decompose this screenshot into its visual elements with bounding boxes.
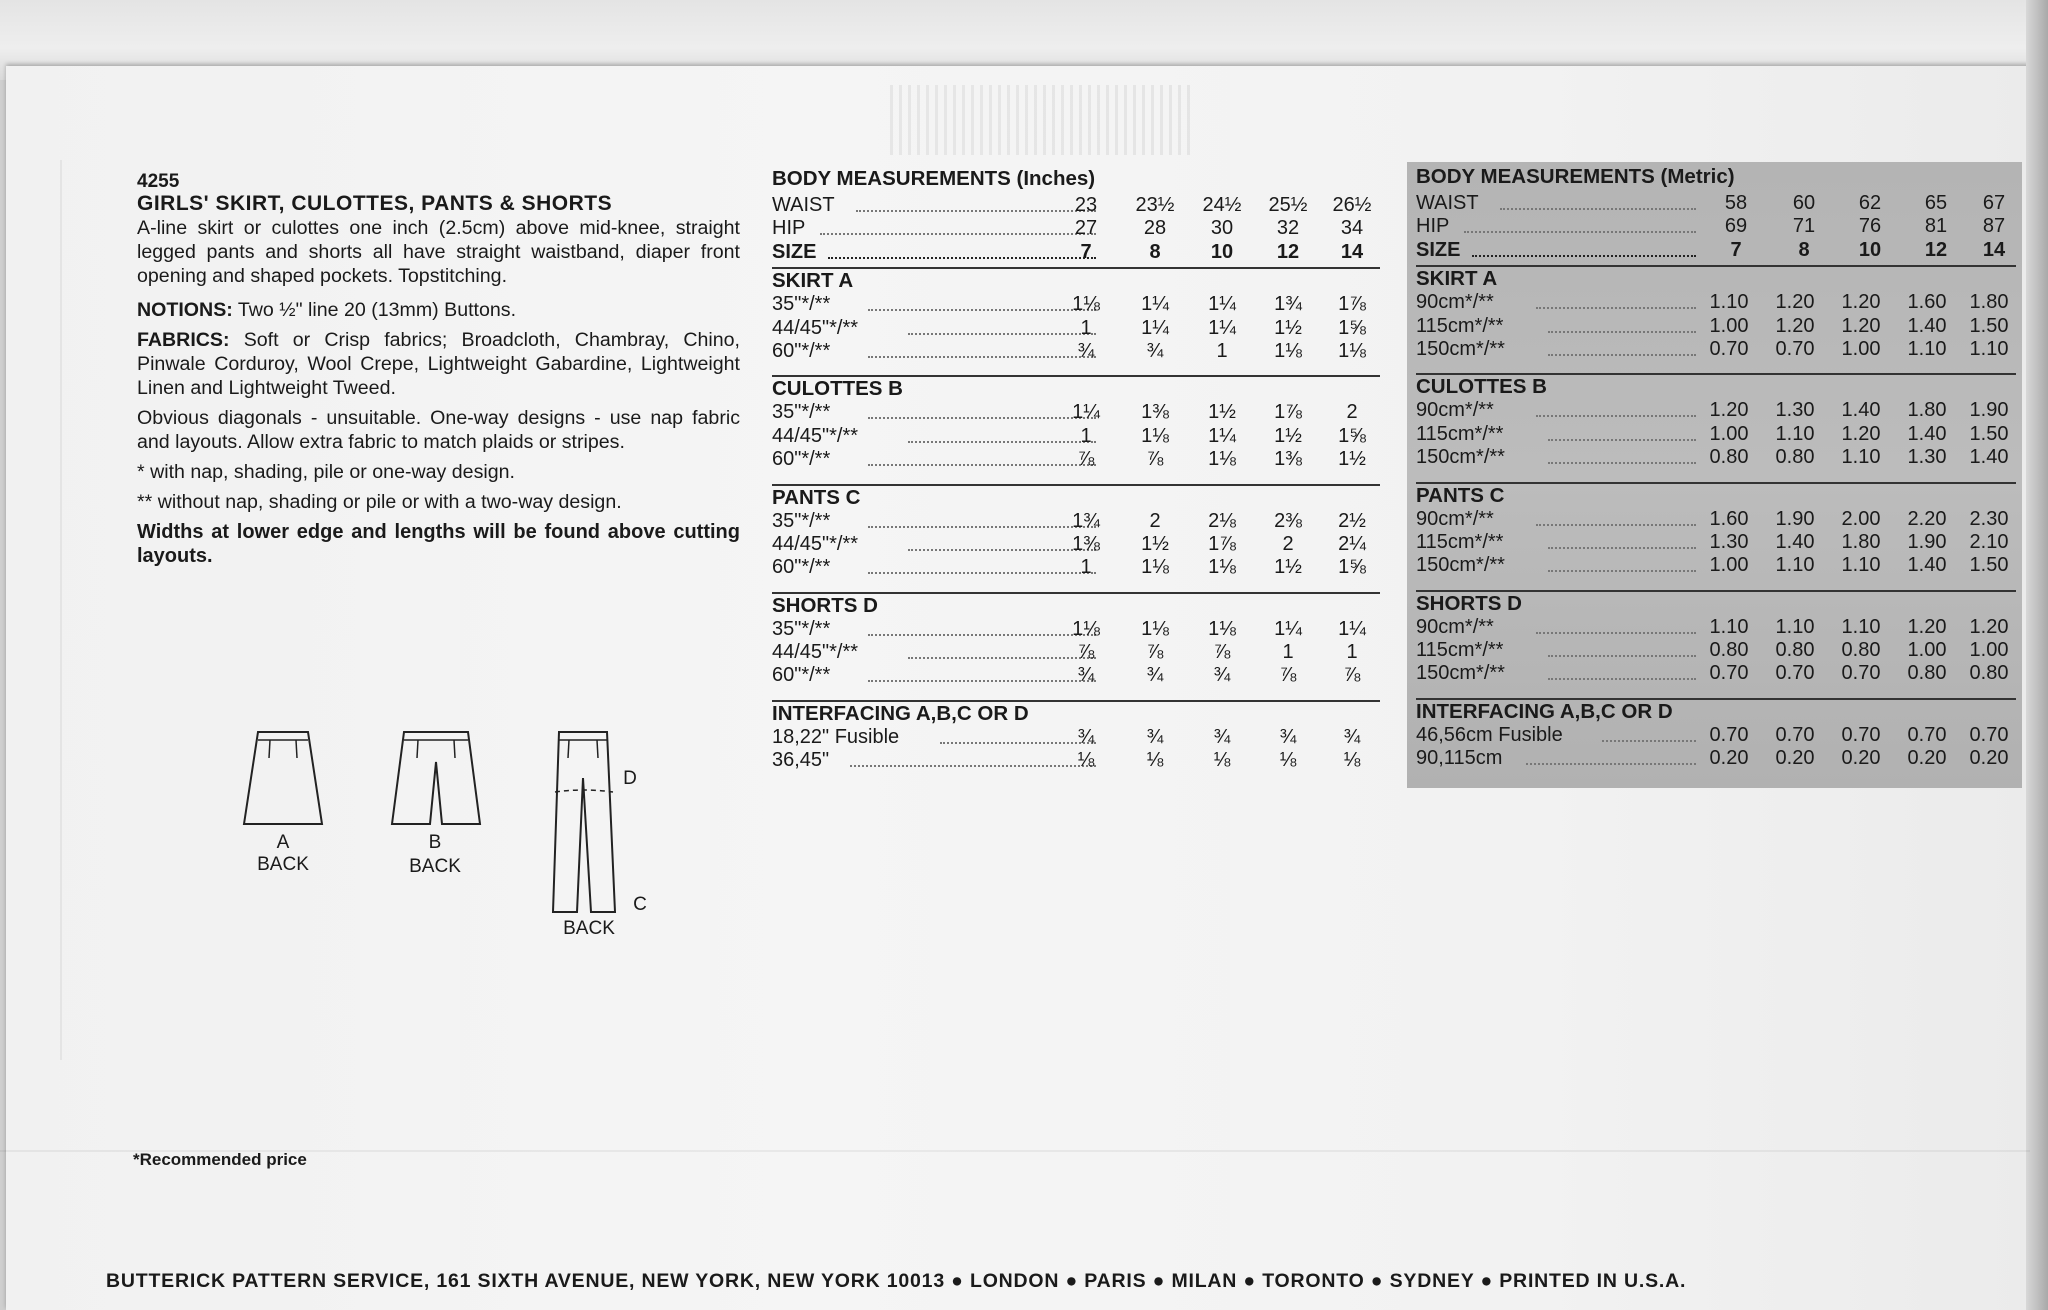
pattern-title: GIRLS' SKIRT, CULOTTES, PANTS & SHORTS: [137, 192, 613, 215]
row-label: 60"*/**: [772, 339, 831, 362]
dot-leader: [1548, 570, 1696, 572]
dot-leader: [1602, 740, 1696, 742]
value-cell: 1.40: [1775, 530, 1815, 553]
value-cell: 1.20: [1709, 399, 1749, 422]
value-cell: 26½: [1332, 194, 1372, 216]
row-label: 115cm*/**: [1416, 639, 1504, 662]
fabrics-text: Soft or Crisp fabrics; Broadcloth, Chambray, Chino, Pinwale Corduroy, Wool Crepe, Lightweight Gabardine, Lightweight Linen and Lightweight Tweed.: [137, 329, 740, 399]
row-label: 150cm*/**: [1416, 337, 1505, 360]
value-cell: 1⅛: [1072, 293, 1100, 316]
value-cell: 2.00: [1841, 507, 1881, 530]
row-label: 60"*/**: [772, 664, 831, 687]
value-cell: 1.10: [1841, 615, 1881, 638]
value-cell: 1¼: [1141, 293, 1169, 316]
value-cell: 62: [1858, 192, 1882, 214]
value-cell: 1.00: [1709, 314, 1749, 337]
value-cell: 25½: [1268, 194, 1308, 216]
yardage-row: [1416, 423, 2016, 446]
section-title: CULOTTES B: [772, 375, 1380, 401]
value-cell: 1.60: [1709, 507, 1749, 530]
value-cell: 1.30: [1907, 446, 1947, 469]
dot-leader: [1548, 678, 1696, 680]
row-label: 35"*/**: [772, 293, 831, 316]
value-cell: 1.50: [1969, 422, 2009, 445]
value-cell: 2: [1346, 401, 1358, 424]
value-cell: 0.70: [1709, 662, 1749, 685]
value-cell: 1: [1080, 316, 1092, 339]
hip-row: [1416, 215, 2016, 238]
value-cell: 1.40: [1969, 446, 2009, 469]
value-cell: 81: [1924, 215, 1948, 238]
value-cell: 0.70: [1841, 662, 1881, 685]
value-cell: 1.30: [1775, 399, 1815, 422]
value-cell: 1½: [1338, 448, 1366, 471]
value-cell: 1¼: [1208, 293, 1236, 316]
value-cell: ⅞: [1146, 641, 1164, 664]
value-cell: 0.70: [1841, 723, 1881, 746]
yardage-row: [772, 425, 1380, 448]
value-cell: 60: [1792, 192, 1816, 214]
yardage-row: [772, 317, 1380, 340]
value-cell: 1⅝: [1338, 424, 1366, 447]
value-cell: 1½: [1274, 424, 1302, 447]
value-cell: 2: [1149, 509, 1161, 532]
value-cell: 1.00: [1969, 639, 2009, 662]
value-cell: 1: [1282, 641, 1294, 664]
dot-leader: [1548, 462, 1696, 464]
value-cell: 2.20: [1907, 507, 1947, 530]
value-cell: ⅞: [1077, 448, 1095, 471]
value-cell: 0.20: [1841, 747, 1881, 770]
size-row: [1416, 239, 2016, 262]
row-label: 115cm*/**: [1416, 314, 1504, 337]
value-cell: ⅛: [1077, 749, 1095, 772]
value-cell: 1⅛: [1274, 339, 1302, 362]
nap-note: * with nap, shading, pile or one-way design.: [137, 461, 515, 483]
section-title: PANTS C: [1416, 482, 2016, 508]
row-label: 90cm*/**: [1416, 615, 1494, 638]
notions-text: Two ½" line 20 (13mm) Buttons.: [237, 299, 517, 321]
value-cell: 1⅜: [1072, 532, 1100, 555]
value-cell: 14: [1340, 240, 1364, 263]
value-cell: ¾: [1077, 664, 1095, 687]
waist-row: [772, 194, 1380, 217]
value-cell: 1.80: [1841, 530, 1881, 553]
value-cell: ⅛: [1146, 749, 1164, 772]
value-cell: 1½: [1208, 401, 1236, 424]
size-row: [772, 241, 1380, 264]
value-cell: 1.40: [1907, 314, 1947, 337]
value-cell: 0.70: [1775, 723, 1815, 746]
sketch-c-letter: C: [633, 894, 647, 915]
row-label: 35"*/**: [772, 401, 831, 424]
row-label: 44/45"*/**: [772, 532, 859, 555]
metric-measurement-table: [1416, 162, 2016, 771]
dot-leader: [1536, 307, 1696, 309]
value-cell: ¾: [1146, 339, 1164, 362]
row-label: WAIST: [772, 194, 835, 216]
value-cell: 1.00: [1709, 422, 1749, 445]
value-cell: 1.40: [1907, 422, 1947, 445]
value-cell: 1.90: [1775, 507, 1815, 530]
value-cell: 67: [1982, 192, 2006, 214]
value-cell: 0.80: [1841, 639, 1881, 662]
value-cell: 2½: [1338, 509, 1366, 532]
row-label: SIZE: [772, 240, 817, 263]
value-cell: ⅛: [1279, 749, 1297, 772]
value-cell: 7: [1730, 238, 1742, 261]
sketch-b-caption: BACK: [409, 856, 461, 877]
value-cell: 1⅞: [1208, 532, 1236, 555]
yardage-row: [1416, 399, 2016, 422]
sketch-cd-caption: BACK: [563, 918, 615, 939]
yardage-row: [772, 556, 1380, 579]
value-cell: ⅛: [1213, 749, 1231, 772]
value-cell: 1.20: [1841, 291, 1881, 314]
value-cell: 1.20: [1907, 615, 1947, 638]
value-cell: 2.30: [1969, 507, 2009, 530]
dot-leader: [1548, 439, 1696, 441]
value-cell: 1.50: [1969, 554, 2009, 577]
value-cell: 1⅛: [1141, 556, 1169, 579]
envelope-edge: [2026, 0, 2048, 1310]
yardage-row: [772, 749, 1380, 772]
value-cell: 2⅛: [1208, 509, 1236, 532]
value-cell: 7: [1080, 240, 1092, 263]
value-cell: 1¼: [1208, 424, 1236, 447]
yardage-row: [1416, 639, 2016, 662]
value-cell: 34: [1340, 217, 1364, 240]
waist-row: [1416, 192, 2016, 215]
row-label: 46,56cm Fusible: [1416, 723, 1563, 746]
value-cell: 0.80: [1775, 446, 1815, 469]
dot-leader: [820, 233, 1096, 235]
section-title: INTERFACING A,B,C OR D: [772, 700, 1380, 726]
row-label: 18,22" Fusible: [772, 725, 900, 748]
value-cell: 1: [1346, 641, 1358, 664]
value-cell: 71: [1792, 215, 1816, 238]
section-title: PANTS C: [772, 484, 1380, 510]
value-cell: 1: [1080, 424, 1092, 447]
paper-crease: [60, 160, 62, 1060]
value-cell: 1⅛: [1072, 617, 1100, 640]
widths-note: Widths at lower edge and lengths will be found above cutting layouts.: [137, 521, 740, 567]
pattern-description: A-line skirt or culottes one inch (2.5cm) above mid-knee, straight legged pants and shorts all have straight waistband, diaper front opening and shaped pockets. Topstitching.: [137, 217, 740, 287]
value-cell: 0.70: [1709, 723, 1749, 746]
yardage-row: [772, 401, 1380, 424]
value-cell: 1.20: [1775, 314, 1815, 337]
section-title: SHORTS D: [772, 592, 1380, 618]
culottes-b-back-sketch: [388, 728, 484, 828]
yardage-row: [772, 641, 1380, 664]
inches-measurement-table: [772, 164, 1380, 773]
value-cell: 1.10: [1841, 554, 1881, 577]
value-cell: 1.30: [1709, 530, 1749, 553]
table-title: BODY MEASUREMENTS (Metric): [1416, 165, 1735, 188]
dot-leader: [1536, 632, 1696, 634]
value-cell: ¾: [1077, 725, 1095, 748]
row-label: 150cm*/**: [1416, 554, 1505, 577]
section-title: SHORTS D: [1416, 590, 2016, 616]
fabrics-label: FABRICS:: [137, 329, 230, 351]
notions-label: NOTIONS:: [137, 299, 233, 321]
value-cell: 0.70: [1709, 337, 1749, 360]
section-title: CULOTTES B: [1416, 373, 2016, 399]
value-cell: 2¼: [1338, 532, 1366, 555]
value-cell: ¾: [1146, 725, 1164, 748]
without-nap-note: ** without nap, shading or pile or with a two-way design.: [137, 491, 622, 513]
value-cell: 0.20: [1907, 747, 1947, 770]
skirt-a-back-sketch: [238, 728, 328, 828]
row-label: 90cm*/**: [1416, 291, 1494, 314]
recommended-price-note: *Recommended price: [133, 1150, 307, 1169]
value-cell: 1⅛: [1208, 617, 1236, 640]
diagonals-note: Obvious diagonals - unsuitable. One-way designs - use nap fabric and layouts. Allow extra fabric to match plaids or stripes.: [137, 407, 740, 453]
value-cell: 0.80: [1709, 446, 1749, 469]
value-cell: 1⅞: [1338, 293, 1366, 316]
value-cell: 1.90: [1907, 530, 1947, 553]
value-cell: 1: [1080, 556, 1092, 579]
value-cell: 30: [1210, 217, 1234, 240]
sketch-a-letter: A: [276, 832, 290, 853]
table-title: BODY MEASUREMENTS (Inches): [772, 167, 1096, 190]
row-label: 44/45"*/**: [772, 316, 859, 339]
notions: [137, 298, 740, 322]
value-cell: ¾: [1343, 725, 1361, 748]
value-cell: 0.20: [1709, 747, 1749, 770]
row-label: 60"*/**: [772, 556, 831, 579]
value-cell: 1.00: [1841, 337, 1881, 360]
value-cell: 1¼: [1208, 316, 1236, 339]
yardage-row: [772, 448, 1380, 471]
value-cell: 1⅛: [1208, 556, 1236, 579]
value-cell: ⅞: [1343, 664, 1361, 687]
value-cell: 1¾: [1072, 509, 1100, 532]
value-cell: 8: [1149, 240, 1161, 263]
value-cell: 1.20: [1969, 615, 2009, 638]
row-label: 115cm*/**: [1416, 422, 1504, 445]
dot-leader: [1472, 255, 1696, 257]
value-cell: 1⅞: [1274, 401, 1302, 424]
fabrics: [137, 328, 740, 400]
value-cell: 2.10: [1969, 530, 2009, 553]
row-label: 90cm*/**: [1416, 399, 1494, 422]
dot-leader: [1500, 208, 1696, 210]
value-cell: 1¼: [1141, 316, 1169, 339]
value-cell: 1.10: [1969, 337, 2009, 360]
value-cell: 1.10: [1841, 446, 1881, 469]
value-cell: 8: [1798, 238, 1810, 261]
value-cell: 1.20: [1841, 422, 1881, 445]
sketch-b-letter: B: [428, 832, 442, 853]
value-cell: 1⅝: [1338, 316, 1366, 339]
value-cell: 69: [1724, 215, 1748, 238]
pants-shorts-cd-back-sketch: [545, 728, 625, 918]
sketch-d-letter: D: [623, 768, 637, 789]
value-cell: 1⅛: [1208, 448, 1236, 471]
value-cell: ⅞: [1213, 641, 1231, 664]
row-label: 150cm*/**: [1416, 446, 1505, 469]
value-cell: 0.80: [1969, 662, 2009, 685]
value-cell: 76: [1858, 215, 1882, 238]
value-cell: 1.10: [1709, 291, 1749, 314]
row-label: WAIST: [1416, 192, 1479, 214]
dot-leader: [1548, 331, 1696, 333]
value-cell: 1⅛: [1338, 339, 1366, 362]
value-cell: 1¾: [1274, 293, 1302, 316]
dot-leader: [1464, 231, 1696, 233]
row-label: 35"*/**: [772, 617, 831, 640]
row-label: 44/45"*/**: [772, 641, 859, 664]
value-cell: 1.80: [1907, 399, 1947, 422]
value-cell: 23½: [1135, 194, 1175, 216]
yardage-row: [1416, 446, 2016, 469]
value-cell: 1⅜: [1141, 401, 1169, 424]
row-label: 35"*/**: [772, 509, 831, 532]
value-cell: 1: [1216, 339, 1228, 362]
value-cell: 1.40: [1841, 399, 1881, 422]
publisher-footer: BUTTERICK PATTERN SERVICE, 161 SIXTH AVENUE, NEW YORK, NEW YORK 10013 ● LONDON ● PARIS ● MILAN ● TORONTO ● SYDNEY ● PRINTED IN U.S.A.: [106, 1270, 1687, 1292]
row-label: 90,115cm: [1416, 747, 1503, 770]
value-cell: 1⅝: [1338, 556, 1366, 579]
value-cell: 1.80: [1969, 291, 2009, 314]
value-cell: 1.10: [1907, 337, 1947, 360]
value-cell: 0.70: [1775, 337, 1815, 360]
value-cell: 2⅜: [1274, 509, 1302, 532]
value-cell: 1⅛: [1141, 424, 1169, 447]
value-cell: 1½: [1274, 316, 1302, 339]
value-cell: 0.80: [1709, 639, 1749, 662]
yardage-row: [772, 533, 1380, 556]
value-cell: 27: [1074, 217, 1098, 240]
value-cell: 0.80: [1907, 662, 1947, 685]
row-label: 36,45": [772, 749, 830, 772]
value-cell: 32: [1276, 217, 1300, 240]
value-cell: ¾: [1146, 664, 1164, 687]
value-cell: 28: [1143, 217, 1167, 240]
value-cell: 10: [1210, 240, 1234, 263]
sketch-a-caption: BACK: [257, 854, 309, 875]
value-cell: 0.70: [1907, 723, 1947, 746]
value-cell: 1.10: [1775, 554, 1815, 577]
dot-leader: [1536, 524, 1696, 526]
value-cell: 65: [1924, 192, 1948, 214]
hip-row: [772, 217, 1380, 240]
row-label: 90cm*/**: [1416, 507, 1494, 530]
value-cell: 1.20: [1841, 314, 1881, 337]
value-cell: 1¼: [1072, 401, 1100, 424]
yardage-row: [772, 618, 1380, 641]
value-cell: 87: [1982, 215, 2006, 238]
row-label: 44/45"*/**: [772, 424, 859, 447]
value-cell: 1.10: [1709, 615, 1749, 638]
yardage-row: [772, 340, 1380, 363]
yardage-row: [1416, 291, 2016, 314]
value-cell: ¾: [1077, 339, 1095, 362]
value-cell: 1.20: [1775, 291, 1815, 314]
value-cell: 1.00: [1907, 639, 1947, 662]
dot-leader: [1548, 354, 1696, 356]
value-cell: 1½: [1141, 532, 1169, 555]
dot-leader: [1536, 415, 1696, 417]
value-cell: 1⅛: [1141, 617, 1169, 640]
yardage-row: [1416, 338, 2016, 361]
value-cell: 2: [1282, 532, 1294, 555]
value-cell: 0.70: [1969, 723, 2009, 746]
section-title: INTERFACING A,B,C OR D: [1416, 698, 2016, 724]
value-cell: 1¼: [1274, 617, 1302, 640]
dot-leader: [1548, 655, 1696, 657]
yardage-row: [1416, 747, 2016, 770]
row-label: HIP: [772, 217, 806, 240]
dot-leader: [1548, 547, 1696, 549]
value-cell: 24½: [1202, 194, 1242, 216]
row-label: HIP: [1416, 215, 1450, 238]
value-cell: ⅞: [1077, 641, 1095, 664]
value-cell: 0.20: [1969, 747, 2009, 770]
value-cell: ¾: [1279, 725, 1297, 748]
value-cell: 1.40: [1907, 554, 1947, 577]
pattern-description-block: [137, 172, 740, 574]
value-cell: 14: [1982, 238, 2006, 261]
value-cell: 58: [1724, 192, 1748, 214]
show-through-print: [890, 85, 1190, 155]
yardage-row: [1416, 662, 2016, 685]
value-cell: 1.50: [1969, 314, 2009, 337]
value-cell: 1.10: [1775, 615, 1815, 638]
value-cell: ¾: [1213, 664, 1231, 687]
value-cell: ¾: [1213, 725, 1231, 748]
value-cell: 1.10: [1775, 422, 1815, 445]
yardage-row: [1416, 554, 2016, 577]
value-cell: ⅛: [1343, 749, 1361, 772]
yardage-row: [1416, 508, 2016, 531]
section-title: SKIRT A: [1416, 265, 2016, 291]
yardage-row: [772, 726, 1380, 749]
value-cell: 0.20: [1775, 747, 1815, 770]
value-cell: 0.70: [1775, 662, 1815, 685]
value-cell: 12: [1924, 238, 1948, 261]
yardage-row: [772, 510, 1380, 533]
value-cell: ⅞: [1279, 664, 1297, 687]
yardage-row: [1416, 531, 2016, 554]
value-cell: 1⅜: [1274, 448, 1302, 471]
value-cell: 1.60: [1907, 291, 1947, 314]
row-label: 115cm*/**: [1416, 530, 1504, 553]
yardage-row: [1416, 315, 2016, 338]
yardage-row: [1416, 616, 2016, 639]
value-cell: 23: [1074, 194, 1098, 216]
section-title: SKIRT A: [772, 267, 1380, 293]
value-cell: 10: [1858, 238, 1882, 261]
value-cell: 1.00: [1709, 554, 1749, 577]
row-label: 150cm*/**: [1416, 662, 1505, 685]
yardage-row: [1416, 724, 2016, 747]
value-cell: 1¼: [1338, 617, 1366, 640]
yardage-row: [772, 664, 1380, 687]
value-cell: 12: [1276, 240, 1300, 263]
pattern-number: 4255: [137, 171, 180, 192]
value-cell: 0.80: [1775, 639, 1815, 662]
value-cell: 1.90: [1969, 399, 2009, 422]
value-cell: 1½: [1274, 556, 1302, 579]
yardage-row: [772, 293, 1380, 316]
value-cell: ⅞: [1146, 448, 1164, 471]
row-label: SIZE: [1416, 238, 1461, 261]
dot-leader: [1526, 763, 1696, 765]
row-label: 60"*/**: [772, 448, 831, 471]
